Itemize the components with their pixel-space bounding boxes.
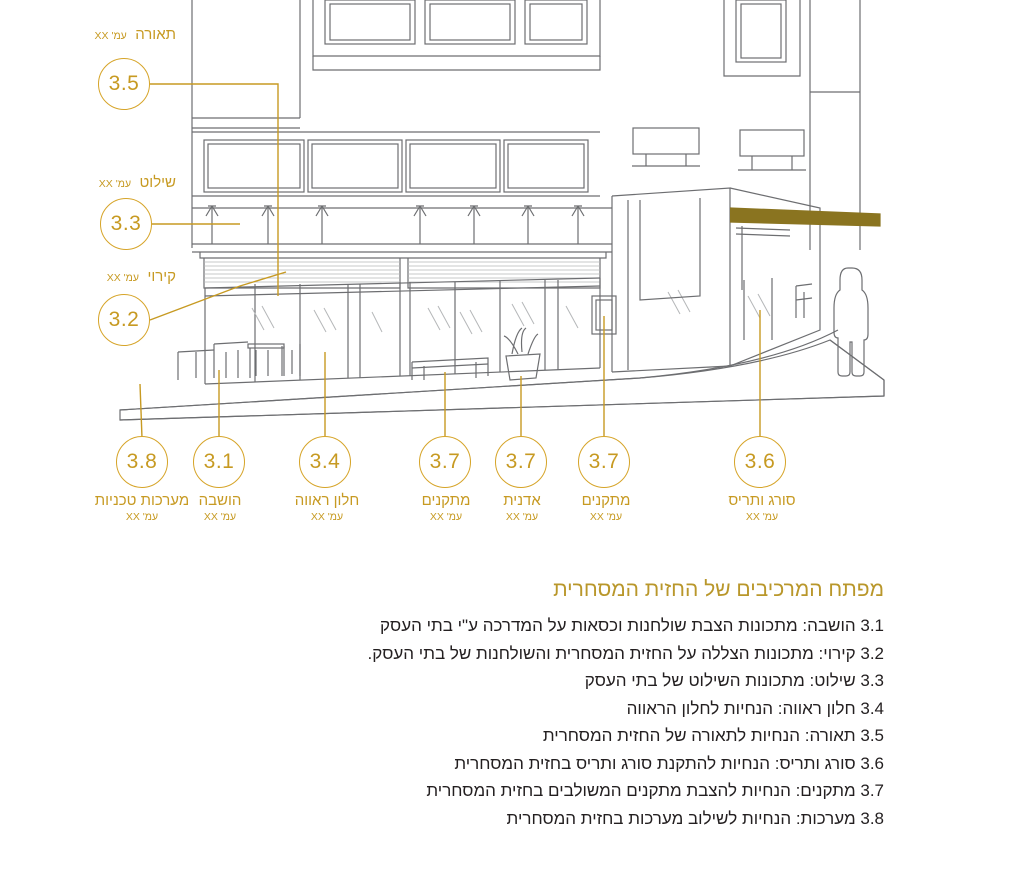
legend-list xyxy=(40,612,884,832)
callout-3-7-c[interactable]: 3.7 xyxy=(578,436,630,488)
callout-label-3-8: מערכות טכניות עמ' XX xyxy=(94,492,190,523)
legend-item: 3.5 תאורה: הנחיות לתאורה של החזית המסחרית xyxy=(542,726,884,746)
callout-label-3-1: הושבה עמ' XX xyxy=(198,492,242,523)
side-label-3-5: תאורה עמ' XX xyxy=(94,26,176,43)
callout-3-2[interactable]: 3.2 xyxy=(98,294,150,346)
legend-item: 3.4 חלון ראווה: הנחיות לחלון הראווה xyxy=(626,698,884,718)
callout-label-3-7-a: מתקנים עמ' XX xyxy=(421,492,471,523)
legend-item: 3.8 מערכות: הנחיות לשילוב מערכות בחזית המסחרית xyxy=(506,808,884,828)
callout-3-1[interactable]: 3.1 xyxy=(193,436,245,488)
legend-title: מפתח המרכיבים של החזית המסחרית xyxy=(553,578,884,601)
legend-item: 3.1 הושבה: מתכונות הצבת שולחנות וכסאות על המדרכה ע"י בתי העסק xyxy=(380,616,884,635)
legend-item: 3.7 מתקנים: הנחיות להצבת מתקנים המשולבים בחזית המסחרית xyxy=(426,781,884,801)
callout-3-5[interactable]: 3.5 xyxy=(98,58,150,110)
callout-3-7-b[interactable]: 3.7 xyxy=(495,436,547,488)
side-label-3-3: שילוט עמ' XX xyxy=(98,174,176,191)
callout-3-4[interactable]: 3.4 xyxy=(299,436,351,488)
callout-label-3-4: חלון ראווה עמ' XX xyxy=(294,492,360,523)
callout-label-3-6: סורג ותריס עמ' XX xyxy=(728,492,796,523)
legend-panel xyxy=(0,578,1024,832)
callout-3-6[interactable]: 3.6 xyxy=(734,436,786,488)
legend-item: 3.2 קירוי: מתכונות הצללה על החזית המסחרית והשולחנות של בתי העסק. xyxy=(367,643,884,663)
legend-item: 3.3 שילוט: מתכונות השילוט של בתי העסק xyxy=(584,671,884,691)
callout-3-3[interactable]: 3.3 xyxy=(100,198,152,250)
legend-item: 3.6 סורג ותריס: הנחיות להתקנת סורג ותריס בחזית המסחרית xyxy=(454,753,884,773)
side-label-3-2: קירוי עמ' XX xyxy=(106,268,176,285)
callout-3-8[interactable]: 3.8 xyxy=(116,436,168,488)
callout-label-3-7-b: אדנית עמ' XX xyxy=(503,492,541,523)
callout-3-7-a[interactable]: 3.7 xyxy=(419,436,471,488)
callout-label-3-7-c: מתקנים עמ' XX xyxy=(581,492,631,523)
